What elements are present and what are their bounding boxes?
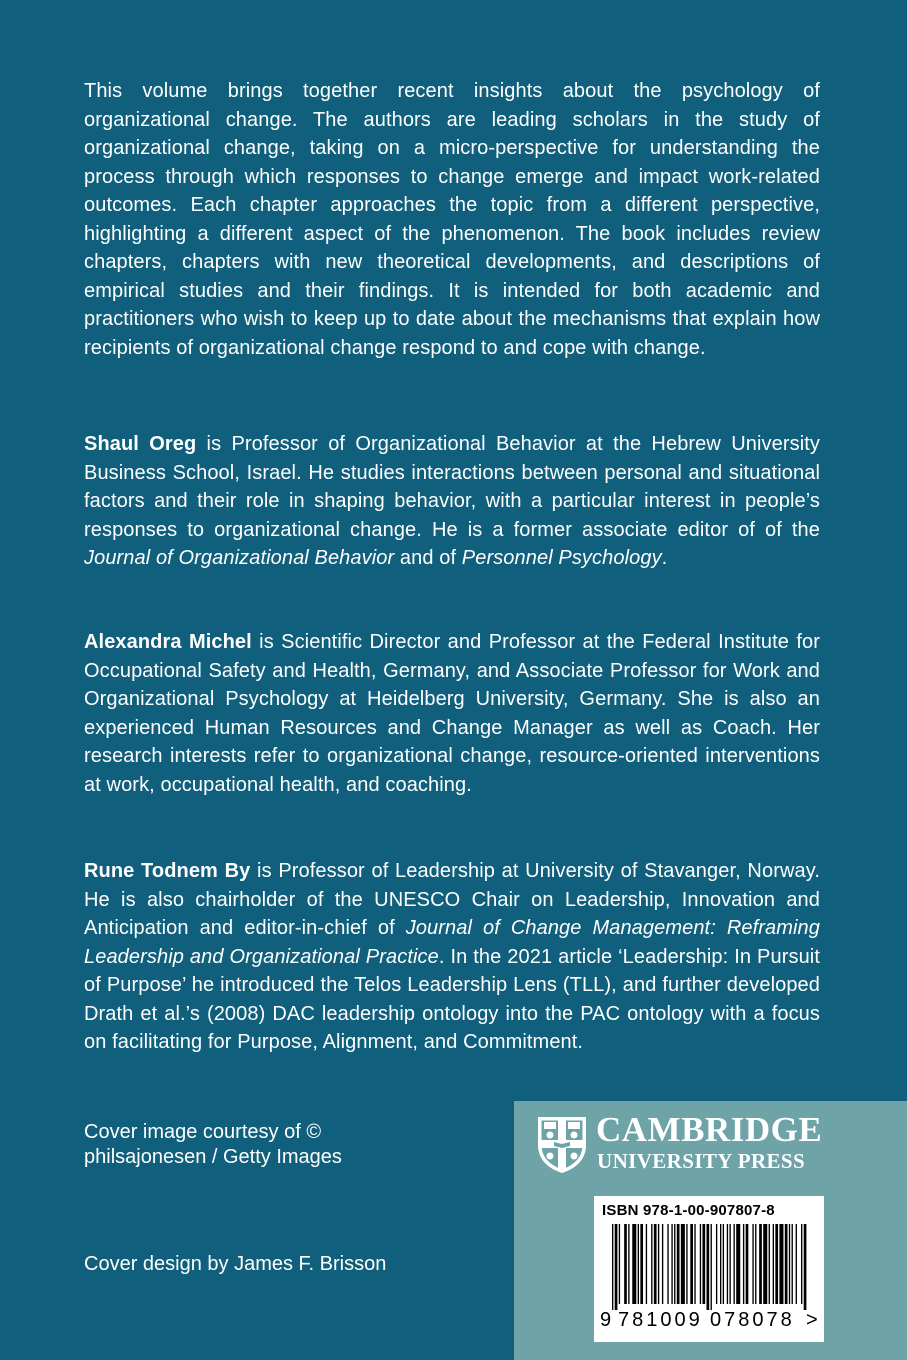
barcode-bar (759, 1224, 762, 1304)
barcode-bar (638, 1224, 639, 1304)
barcode-bar (755, 1224, 756, 1304)
barcode-bar (654, 1224, 657, 1304)
barcode-bar (785, 1224, 788, 1304)
author-name: Shaul Oreg (84, 433, 197, 455)
barcode-bar (801, 1224, 802, 1304)
barcode-bar (763, 1224, 767, 1304)
barcode-bar (779, 1224, 783, 1304)
barcode-bar (769, 1224, 770, 1304)
barcode-bar (651, 1224, 652, 1304)
publisher-panel (514, 1101, 907, 1360)
isbn-barcode (594, 1196, 824, 1342)
barcode-bar (773, 1224, 774, 1304)
barcode-bar (707, 1224, 710, 1310)
barcode-bar (796, 1224, 797, 1304)
barcode-digits-left: 781009 (618, 1309, 703, 1331)
bio-text: is Professor of Leadership at University of Stavanger, Norway. He is also chairholder of the UNESCO Chair on Leadership, Innovation and Anticipation and editor-in-chief of (84, 860, 820, 939)
barcode-bar (640, 1224, 643, 1304)
journal-title: Journal of Change Management: Reframing Leadership and Organizational Practice (84, 917, 821, 968)
barcode-bar (752, 1224, 753, 1304)
barcode-bar (686, 1224, 687, 1304)
barcode-bar (775, 1224, 778, 1304)
author-name: Rune Todnem By (84, 860, 251, 882)
bio-text: and of (394, 547, 462, 569)
bio-text: is Professor of Organizational Behavior at the Hebrew University Business School, Israel. He studies interactions between personal and situational factors and their role in shaping behavior, with a particular interest in people’s responses to organizational change. He is a former associate editor of of the (84, 433, 820, 541)
barcode-bar (667, 1224, 668, 1304)
barcode-bar (746, 1224, 749, 1304)
image-credit (84, 1120, 342, 1170)
barcode-bar (734, 1224, 735, 1304)
barcode-bar (662, 1224, 663, 1304)
barcode-bar (789, 1224, 790, 1304)
barcode-digit-first: 9 (600, 1309, 612, 1331)
design-credit: Cover design by James F. Brisson (84, 1253, 387, 1275)
barcode-bar (736, 1224, 740, 1304)
barcode-bar (681, 1224, 685, 1304)
barcode-end-mark: > (806, 1309, 818, 1331)
barcode-bar (743, 1224, 744, 1304)
barcode-bar (612, 1224, 613, 1310)
barcode-bar (674, 1224, 675, 1304)
barcode-bar (658, 1224, 659, 1304)
barcode-bars (594, 1224, 824, 1310)
barcode-bar (720, 1224, 721, 1304)
journal-title: Journal of Organizational Behavior (84, 547, 395, 569)
book-description: This volume brings together recent insights about the psychology of organizational change. The authors are leading scholars in the study of organizational change, taking on a micro-perspective for understanding the process through which responses to change emerge and impact work-related outcomes. Each chapter approaches the topic from a different perspective, highlighting a different aspect of the phenomenon. The book includes review chapters, chapters with new theoretical developments, and descriptions of empirical studies and their findings. It is intended for both academic and practitioners who wish to keep up to date about the mechanisms that explain how recipients of organizational change respond to and cope with change. (84, 80, 820, 359)
bio-text: . (661, 547, 668, 569)
bio-text: . In the 2021 article ‘Leadership: In Pursuit of Purpose’ he introduced the Telos Leadership Lens (TLL), and further developed Drath et al.’s (2008) DAC leadership ontology into the PAC ontology with a focus on facilitating for Purpose, Alignment, and Commitment. (84, 945, 820, 1053)
barcode-bar (729, 1224, 730, 1304)
barcode-bar (711, 1224, 712, 1310)
barcode-bar (690, 1224, 693, 1304)
bio-text: is Scientific Director and Professor at the Federal Institute for Occupational Safety and Health, Germany, and Associate Professor for Work and Organizational Psychology at Heidelberg University, Germany. She is also an experienced Human Resources and Change Manager as well as Coach. Her research interests refer to organizational change, resource-oriented interventions at work, occupational health, and coaching. (84, 631, 820, 796)
barcode-bar (619, 1224, 620, 1304)
author-bio-oreg (84, 430, 820, 573)
barcode-bar (646, 1224, 647, 1304)
barcode-bar (723, 1224, 724, 1304)
barcode-bar (792, 1224, 793, 1304)
publisher-name-line1: CAMBRIDGE (596, 1110, 823, 1149)
isbn-label: ISBN 978-1-00-907807-8 (602, 1202, 775, 1219)
image-credit-line: philsajonesen / Getty Images (84, 1146, 342, 1168)
barcode-bar (677, 1224, 680, 1304)
barcode-digits-right: 078078 (710, 1309, 795, 1331)
barcode-bar (700, 1224, 701, 1304)
barcode-bar (727, 1224, 728, 1304)
author-bio-by (84, 857, 820, 1057)
barcode-bar (804, 1224, 807, 1310)
barcode-bar (716, 1224, 717, 1304)
author-bio-michel (84, 628, 820, 799)
barcode-bar (671, 1224, 672, 1304)
barcode-bar (624, 1224, 627, 1304)
image-credit-line: Cover image courtesy of © (84, 1121, 322, 1143)
author-name: Alexandra Michel (84, 631, 252, 653)
publisher-name (596, 1111, 896, 1173)
barcode-bar (694, 1224, 695, 1304)
journal-title: Personnel Psychology (461, 547, 662, 569)
cambridge-crest-icon (536, 1115, 588, 1175)
publisher-name-line2: UNIVERSITY PRESS (597, 1149, 806, 1173)
barcode-bar (702, 1224, 705, 1304)
barcode-bar (615, 1224, 618, 1310)
barcode-bar (628, 1224, 629, 1304)
barcode-bar (632, 1224, 636, 1304)
